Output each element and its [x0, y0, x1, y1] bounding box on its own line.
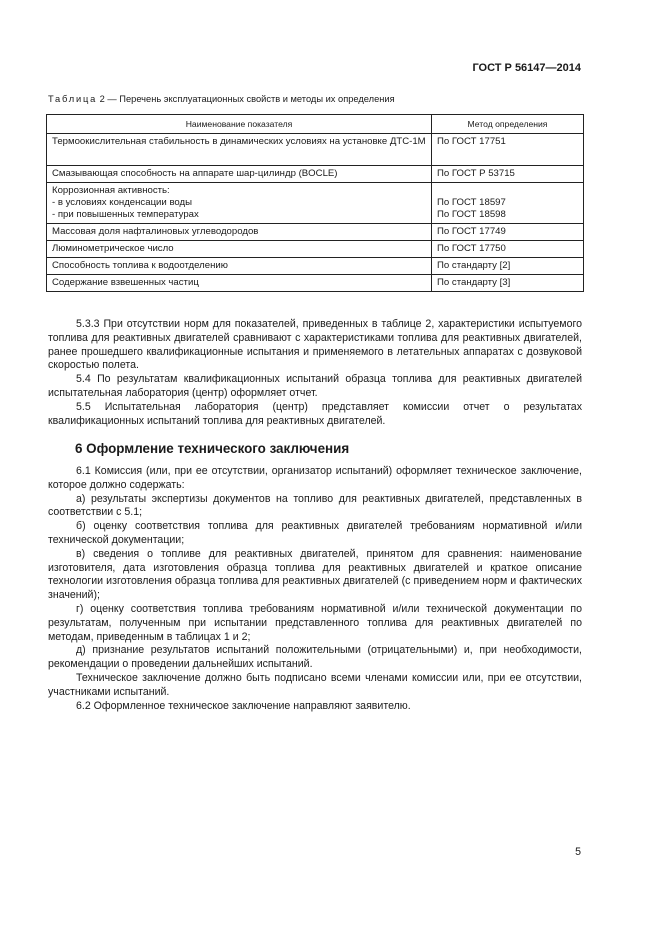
section-5-paragraphs: [48, 318, 582, 428]
list-item-b: б) оценку соответствия топлива для реактивных двигателей требованиям нормативной и/или технической документации;: [48, 520, 582, 546]
page-number: 5: [575, 846, 581, 858]
property-name: Люминометрическое число: [47, 241, 432, 258]
table-row: [47, 166, 584, 183]
property-method-item: По ГОСТ 18597: [437, 197, 506, 208]
property-name: Термоокислительная стабильность в динамических условиях на установке ДТС-1М: [47, 134, 432, 166]
property-name: Смазывающая способность на аппарате шар-цилиндр (BOCLE): [47, 166, 432, 183]
table-row: [47, 224, 584, 241]
column-header-method: Метод определения: [432, 115, 584, 134]
list-item-v: в) сведения о топливе для реактивных двигателей, принятом для сравнения: наименование изготовителя, дата изготовления образца топлива для реактивных двигателей и краткое описание технологии изготовления образца топлива для реактивных двигателей (с приведением норм и фактических значений);: [48, 547, 582, 602]
table-row: [47, 183, 584, 224]
table-row: [47, 275, 584, 292]
table-row: [47, 258, 584, 275]
standard-code: ГОСТ Р 56147—2014: [472, 62, 581, 74]
table-row: [47, 241, 584, 258]
paragraph-6-1: 6.1 Комиссия (или, при ее отсутствии, организатор испытаний) оформляет техническое заключение, которое должно содержать:: [48, 465, 582, 491]
paragraph-6-2: 6.2 Оформленное техническое заключение направляют заявителю.: [76, 699, 411, 712]
property-name: [47, 183, 432, 224]
property-method: По стандарту [2]: [432, 258, 584, 275]
property-name: Содержание взвешенных частиц: [47, 275, 432, 292]
paragraph-5-5: 5.5 Испытательная лаборатория (центр) представляет комиссии отчет о результатах квалификационных испытаний топлива для реактивных двигателей.: [48, 400, 582, 427]
paragraph-5-4: 5.4 По результатам квалификационных испытаний образца топлива для реактивных двигателей испытательная лаборатория (центр) оформляет отчет.: [48, 373, 582, 399]
column-header-name: Наименование показателя: [47, 115, 432, 134]
list-item-d: д) признание результатов испытаний положительными (отрицательными) и, при необходимости, рекомендации о проведении дальнейших испытаний.: [48, 644, 582, 671]
property-method: По ГОСТ 17750: [432, 241, 584, 258]
property-name-title: Коррозионная активность:: [52, 185, 170, 196]
property-name: Способность топлива к водоотделению: [47, 258, 432, 275]
table-caption-text: — Перечень эксплуатационных свойств и методы их определения: [107, 94, 395, 104]
property-method: По ГОСТ 17749: [432, 224, 584, 241]
property-method: По ГОСТ Р 53715: [432, 166, 584, 183]
paragraph-5-3-3: 5.3.3 При отсутствии норм для показателей, приведенных в таблице 2, характеристики испытуемого топлива для реактивных двигателей сравнивают с характеристиками топлива для реактивных двигателей, ранее прошедшего квалификационные испытания и применяемого в летательных аппаратах с дозвуковой скоростью полета.: [48, 318, 582, 372]
table-caption: [48, 93, 588, 107]
property-name: Массовая доля нафталиновых углеводородов: [47, 224, 432, 241]
property-method: [432, 183, 584, 224]
table-caption-label: Таблица: [48, 94, 98, 104]
section-6-paragraphs: [48, 465, 582, 713]
list-item-a: а) результаты экспертизы документов на топливо для реактивных двигателей, представленных в соответствии с 5.1;: [48, 492, 582, 519]
property-subitem: - при повышенных температурах: [52, 209, 199, 220]
section-6-title: 6 Оформление технического заключения: [75, 441, 350, 456]
table-row: [47, 134, 584, 166]
properties-table: [46, 114, 584, 292]
list-item-g: г) оценку соответствия топлива требованиям нормативной и/или технической документации по результатам, полученным при испытании представленного топлива для реактивных двигателей по методам, приведенным в таблицах 1 и 2;: [48, 602, 582, 643]
property-method: По стандарту [3]: [432, 275, 584, 292]
property-subitem: - в условиях конденсации воды: [52, 197, 193, 208]
table-header-row: [47, 115, 584, 134]
table-caption-number: 2: [99, 94, 105, 104]
property-method-item: По ГОСТ 18598: [437, 209, 506, 220]
property-method: По ГОСТ 17751: [432, 134, 584, 166]
paragraph-signing: Техническое заключение должно быть подписано всеми членами комиссии или, при ее отсутствии, участниками испытаний.: [48, 671, 582, 698]
